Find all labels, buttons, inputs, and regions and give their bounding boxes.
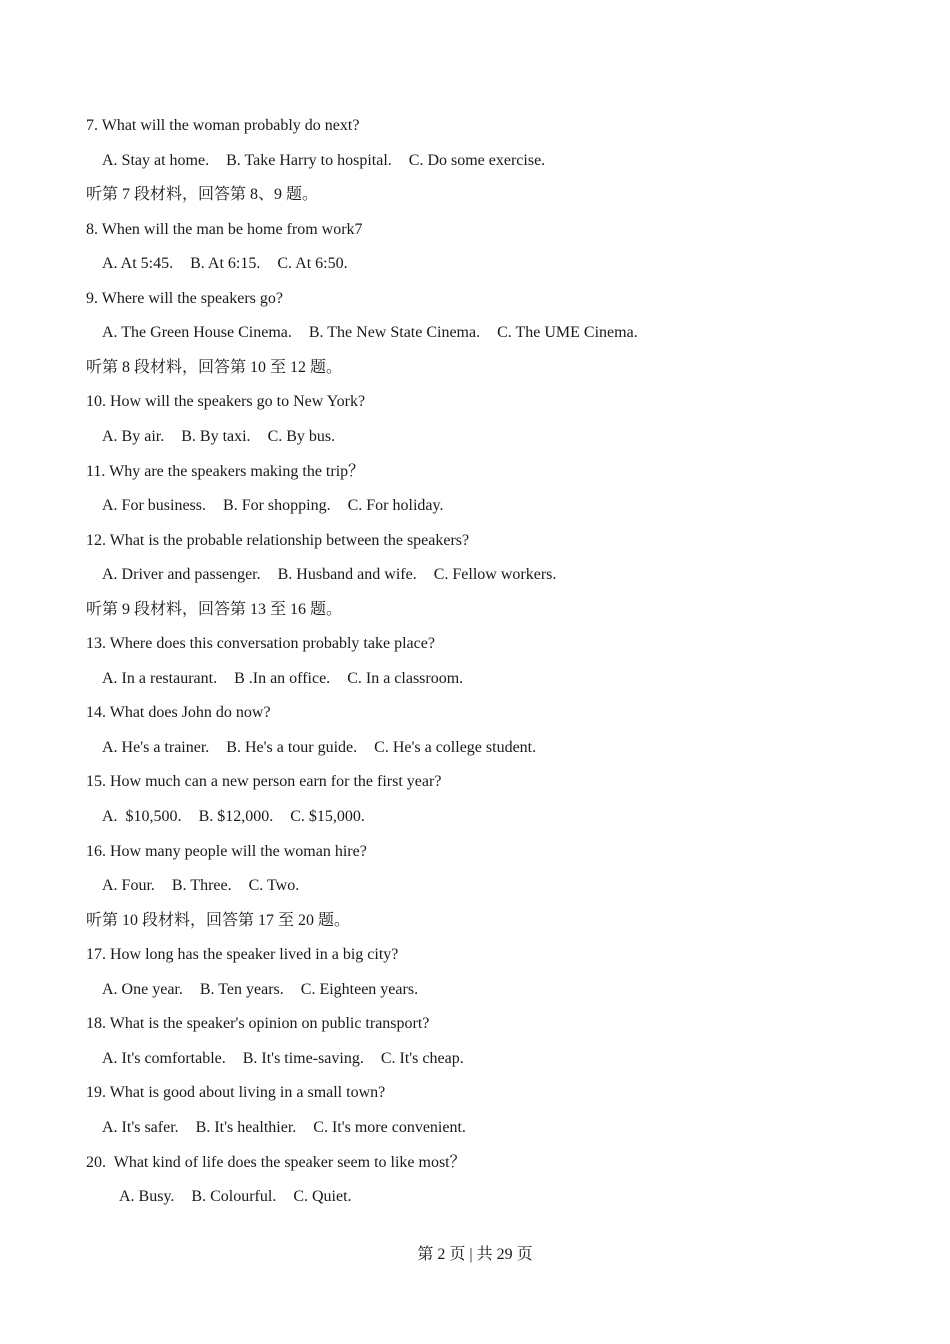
answer-option: B. At 6:15. <box>190 255 261 272</box>
answer-options <box>102 565 573 585</box>
answer-option: C. It's cheap. <box>380 1050 464 1067</box>
question-text: 12. What is the probable relationship between the speakers? <box>86 532 470 549</box>
answer-option: B. For shopping. <box>223 497 331 514</box>
answer-option: A. It's comfortable. <box>102 1050 226 1067</box>
question-text: 7. What will the woman probably do next? <box>86 117 360 134</box>
answer-option: C. For holiday. <box>347 497 444 514</box>
answer-options <box>102 1118 483 1138</box>
question-text: 9. Where will the speakers go? <box>86 290 283 307</box>
answer-options <box>102 323 655 343</box>
answer-option: B. It's healthier. <box>195 1119 297 1136</box>
answer-option: C. Fellow workers. <box>433 566 557 583</box>
answer-option: B. Three. <box>171 877 232 894</box>
answer-option: A. One year. <box>102 981 183 998</box>
question-text: 13. Where does this conversation probably take place? <box>86 635 435 652</box>
answer-options <box>119 1187 369 1207</box>
answer-option: C. He's a college student. <box>374 739 537 756</box>
answer-option: A. Busy. <box>119 1188 175 1205</box>
question-text: 15. How much can a new person earn for the first year? <box>86 773 442 790</box>
answer-option: C. Quiet. <box>293 1188 352 1205</box>
question-text: 16. How many people will the woman hire? <box>86 843 367 860</box>
page-footer: 第 2 页 | 共 29 页 <box>417 1246 533 1263</box>
question-text: 10. How will the speakers go to New York? <box>86 393 366 410</box>
answer-option: C. Eighteen years. <box>300 981 419 998</box>
answer-option: C. The UME Cinema. <box>497 324 638 341</box>
answer-options <box>102 151 562 171</box>
question-text: 17. How long has the speaker lived in a big city? <box>86 946 399 963</box>
answer-option: C. $15,000. <box>290 808 365 825</box>
answer-options <box>102 254 365 274</box>
answer-option: C. By bus. <box>267 428 336 445</box>
section-instruction: 听第 9 段材料，回答第 13 至 16 题。 <box>86 601 343 618</box>
question-text: 14. What does John do now? <box>86 704 271 721</box>
answer-option: C. Do some exercise. <box>408 152 546 169</box>
question-text: 19. What is good about living in a small town? <box>86 1084 386 1101</box>
answer-option: B. Husband and wife. <box>277 566 417 583</box>
answer-options <box>102 669 480 689</box>
answer-option: B. Ten years. <box>199 981 284 998</box>
section-instruction: 听第 7 段材料，回答第 8、9 题。 <box>86 186 319 203</box>
answer-option: A. At 5:45. <box>102 255 174 272</box>
answer-option: A. $10,500. <box>102 808 182 825</box>
answer-option: B. It's time-saving. <box>242 1050 364 1067</box>
answer-option: B .In an office. <box>234 670 331 687</box>
answer-option: C. It's more convenient. <box>313 1119 466 1136</box>
answer-option: A. By air. <box>102 428 165 445</box>
answer-options <box>102 876 316 896</box>
answer-option: B. The New State Cinema. <box>308 324 481 341</box>
answer-options <box>102 1049 481 1069</box>
answer-option: B. $12,000. <box>198 808 274 825</box>
question-text: 18. What is the speaker's opinion on public transport? <box>86 1015 430 1032</box>
answer-option: A. The Green House Cinema. <box>102 324 292 341</box>
answer-options <box>102 980 435 1000</box>
answer-option: A. Stay at home. <box>102 152 210 169</box>
question-text: 11. Why are the speakers making the trip？ <box>86 463 365 480</box>
answer-option: B. By taxi. <box>181 428 251 445</box>
answer-option: A. Four. <box>102 877 155 894</box>
question-text: 8. When will the man be home from work7 <box>86 221 363 238</box>
answer-option: A. He's a trainer. <box>102 739 210 756</box>
answer-option: C. Two. <box>248 877 300 894</box>
answer-option: A. Driver and passenger. <box>102 566 261 583</box>
answer-option: A. It's safer. <box>102 1119 179 1136</box>
answer-options <box>102 738 553 758</box>
answer-option: B. He's a tour guide. <box>226 739 358 756</box>
answer-options <box>102 807 382 827</box>
answer-option: A. For business. <box>102 497 207 514</box>
answer-option: C. At 6:50. <box>277 255 348 272</box>
answer-option: B. Take Harry to hospital. <box>226 152 392 169</box>
answer-options <box>102 427 352 447</box>
section-instruction: 听第 8 段材料，回答第 10 至 12 题。 <box>86 359 343 376</box>
question-text: 20. What kind of life does the speaker seem to like most？ <box>86 1154 466 1171</box>
answer-option: C. In a classroom. <box>347 670 464 687</box>
answer-options <box>102 496 460 516</box>
answer-option: B. Colourful. <box>191 1188 277 1205</box>
answer-option: A. In a restaurant. <box>102 670 218 687</box>
section-instruction: 听第 10 段材料，回答第 17 至 20 题。 <box>86 912 351 929</box>
